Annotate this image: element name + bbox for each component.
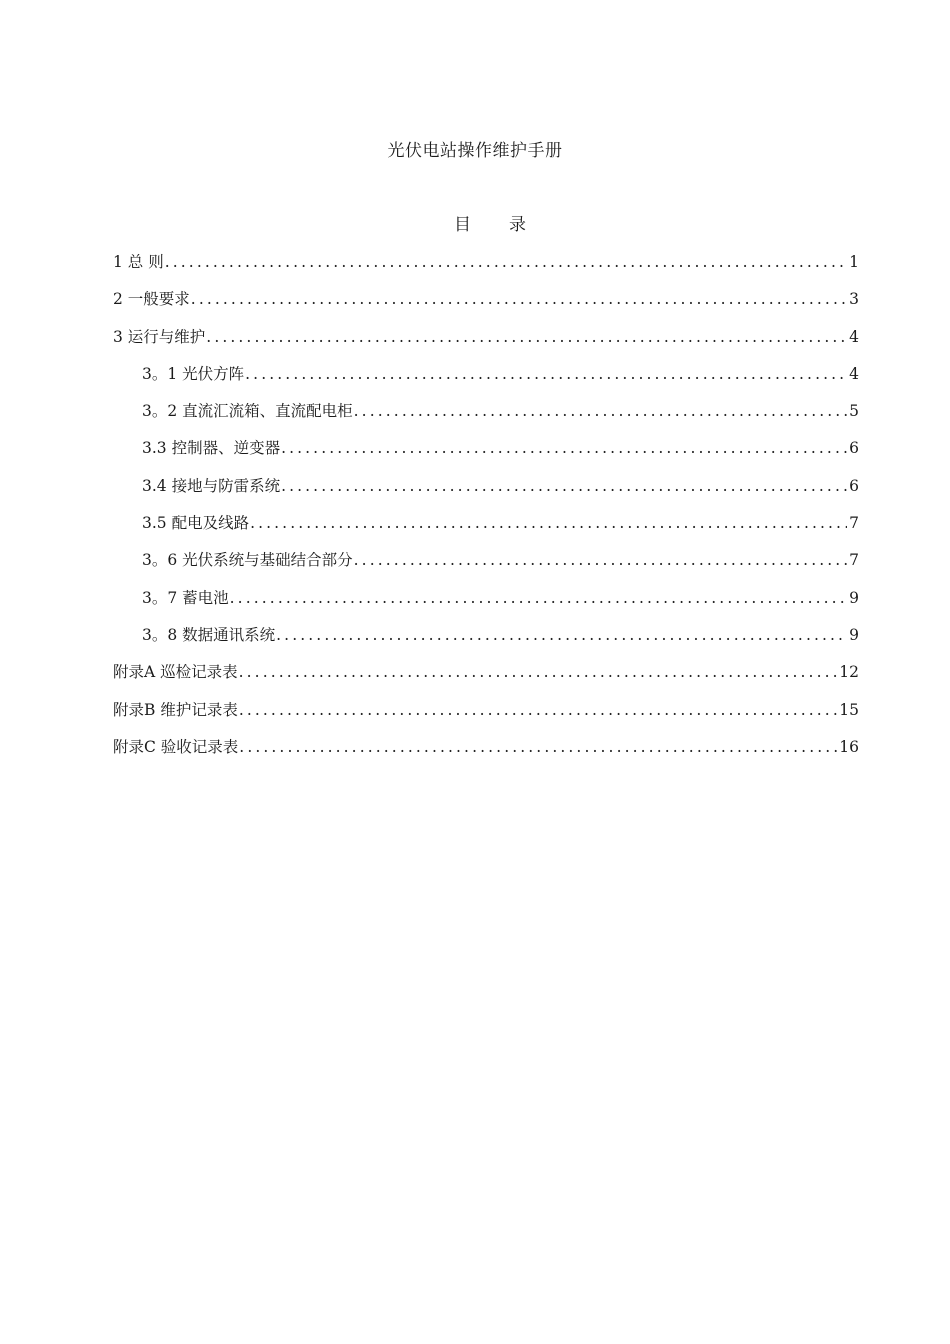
- toc-entry-page: 6: [849, 439, 859, 458]
- toc-entry[interactable]: [113, 735, 859, 772]
- toc-entry-page: 16: [839, 737, 859, 756]
- toc-entry-page: 7: [849, 514, 859, 533]
- toc-entry-page: 15: [839, 700, 859, 719]
- toc-entry-page: 9: [849, 625, 859, 644]
- toc-dot-leader: [230, 589, 847, 607]
- toc-entry-label: 3。2 直流汇流箱、直流配电柜: [142, 402, 353, 421]
- toc-entry[interactable]: [113, 399, 859, 436]
- toc-entry-label: 3。8 数据通讯系统: [142, 625, 276, 644]
- toc-entry[interactable]: [113, 511, 859, 548]
- toc-entry-page: 1: [849, 253, 859, 271]
- toc-entry[interactable]: [113, 287, 859, 324]
- toc-entry[interactable]: [113, 474, 859, 511]
- toc-entry-page: 4: [849, 364, 859, 383]
- toc-entry-page: 3: [849, 290, 859, 309]
- toc-entry[interactable]: [113, 660, 859, 697]
- toc-heading: [0, 210, 950, 235]
- toc-dot-leader: [245, 365, 847, 383]
- toc-dot-leader: [281, 477, 847, 495]
- toc-entry-page: 9: [849, 588, 859, 607]
- toc-dot-leader: [354, 402, 847, 420]
- toc-dot-leader: [165, 253, 847, 271]
- toc-entry-label: 3.3 控制器、逆变器: [142, 439, 281, 458]
- toc-entry-label: 附录C 验收记录表: [113, 737, 239, 756]
- toc-entry[interactable]: [113, 250, 859, 287]
- toc-entry[interactable]: [113, 548, 859, 585]
- toc-dot-leader: [239, 663, 838, 681]
- toc-entry-page: 4: [849, 327, 859, 346]
- toc-entry[interactable]: [113, 698, 859, 735]
- toc-dot-leader: [239, 701, 837, 719]
- toc-dot-leader: [276, 626, 847, 644]
- toc-dot-leader: [239, 738, 837, 756]
- toc-entry-label: 附录B 维护记录表: [113, 700, 238, 719]
- toc-entry-label: 1 总 则: [113, 253, 164, 271]
- toc-entry[interactable]: [113, 623, 859, 660]
- toc-entry-label: 附录A 巡检记录表: [113, 663, 238, 682]
- toc-entry-label: 2 一般要求: [113, 290, 190, 309]
- toc-entry-label: 3。6 光伏系统与基础结合部分: [142, 551, 353, 570]
- toc-entry-label: 3。1 光伏方阵: [142, 364, 245, 383]
- toc-dot-leader: [191, 290, 847, 308]
- toc-dot-leader: [354, 551, 847, 569]
- toc-heading-left: 目: [454, 215, 471, 235]
- toc-entry[interactable]: [113, 436, 859, 473]
- toc-entry-page: 12: [839, 663, 859, 682]
- toc-dot-leader: [281, 439, 847, 457]
- toc-dot-leader: [250, 514, 847, 532]
- document-title: 光伏电站操作维护手册: [387, 141, 563, 161]
- toc-entry-page: 5: [849, 402, 859, 421]
- toc-heading-right: 录: [509, 215, 526, 235]
- toc-entry-page: 6: [849, 476, 859, 495]
- toc-entry-label: 3.4 接地与防雷系统: [142, 476, 281, 495]
- table-of-contents: [113, 250, 859, 772]
- toc-entry[interactable]: [113, 586, 859, 623]
- toc-entry-label: 3 运行与维护: [113, 327, 206, 346]
- toc-entry-label: 3.5 配电及线路: [142, 514, 250, 533]
- toc-entry-page: 7: [849, 551, 859, 570]
- toc-entry[interactable]: [113, 362, 859, 399]
- toc-entry[interactable]: [113, 325, 859, 362]
- toc-entry-label: 3。7 蓄电池: [142, 588, 229, 607]
- toc-dot-leader: [206, 328, 847, 346]
